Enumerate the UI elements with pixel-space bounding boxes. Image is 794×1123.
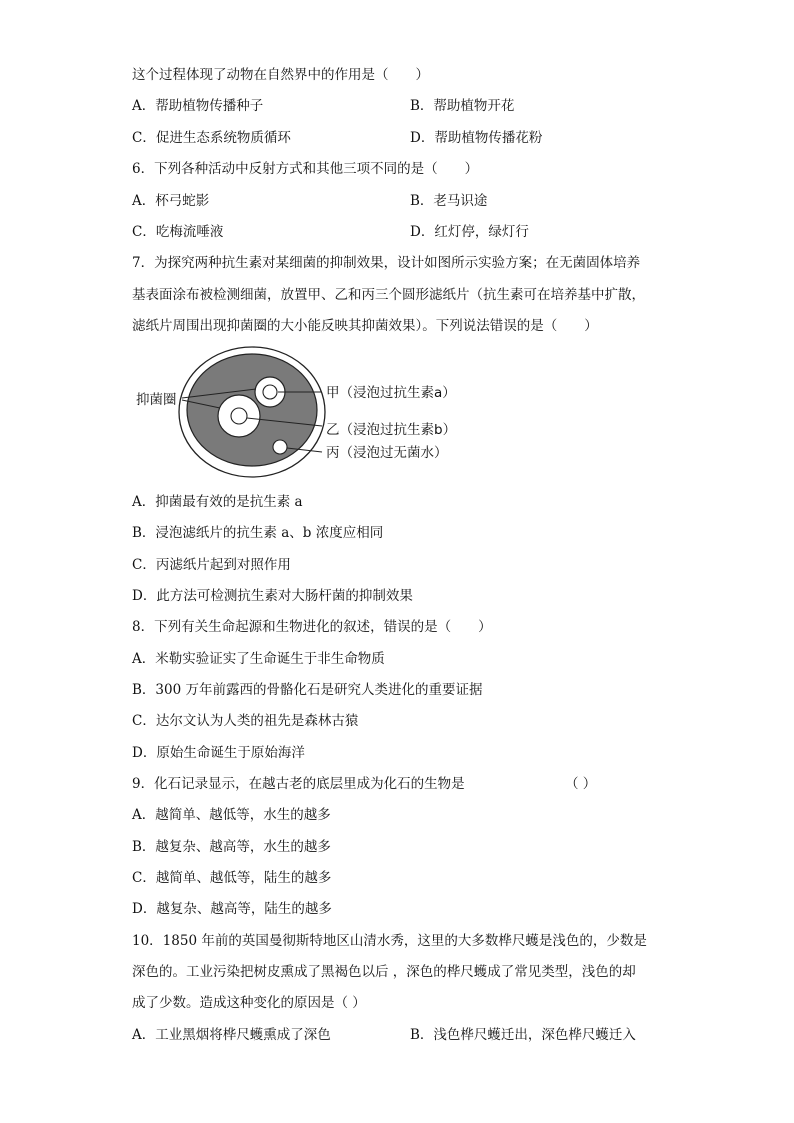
q10-stem-line-2: 深色的。工业污染把树皮熏成了黑褐色以后 ，深色的桦尺蠖成了常见类型，浅色的却 [132, 964, 636, 980]
filter-disk-bing [273, 440, 287, 454]
q6-option-b: B．老马识途 [410, 193, 488, 209]
filter-disk-jia [263, 385, 277, 399]
q7-stem-line-2: 基表面涂布被检测细菌，放置甲、乙和丙三个圆形滤纸片（抗生素可在培养基中扩散， [132, 287, 645, 303]
q7-option-b: B．浸泡滤纸片的抗生素 a、b 浓度应相同 [132, 525, 384, 541]
q5-option-c: C．促进生态系统物质循环 [132, 130, 291, 146]
q8-option-a: A．米勒实验证实了生命诞生于非生命物质 [132, 651, 385, 667]
q7-option-a: A．抑菌最有效的是抗生素 a [132, 494, 303, 510]
q5-option-b: B．帮助植物开花 [410, 98, 515, 114]
q8-option-b: B．300 万年前露西的骨骼化石是研究人类进化的重要证据 [132, 682, 483, 698]
q9-stem: 9．化石记录显示，在越古老的底层里成为化石的生物是 [132, 776, 465, 792]
label-yi: 乙（浸泡过抗生素b） [326, 422, 457, 438]
q9-answer-bracket: （ ） [565, 776, 597, 792]
q5-option-a: A．帮助植物传播种子 [132, 98, 264, 114]
q9-option-d: D．越复杂、越高等，陆生的越多 [132, 901, 332, 917]
label-bing: 丙（浸泡过无菌水） [326, 445, 448, 461]
label-jia: 甲（浸泡过抗生素a） [326, 385, 456, 401]
q10-option-a: A．工业黑烟将桦尺蠖熏成了深色 [132, 1027, 331, 1043]
q7-option-c: C．丙滤纸片起到对照作用 [132, 557, 291, 573]
q9-option-b: B．越复杂、越高等，水生的越多 [132, 839, 331, 855]
q5-stem-tail: 这个过程体现了动物在自然界中的作用是（ ） [132, 67, 429, 83]
q7-stem-line-3: 滤纸片周围出现抑菌圈的大小能反映其抑菌效果）。下列说法错误的是（ ） [132, 318, 598, 334]
q8-option-d: D．原始生命诞生于原始海洋 [132, 745, 305, 761]
q8-option-c: C．达尔文认为人类的祖先是森林古猿 [132, 713, 359, 729]
q7-stem-line-1: 7．为探究两种抗生素对某细菌的抑制效果，设计如图所示实验方案；在无菌固体培养 [132, 255, 641, 271]
q9-option-c: C．越简单、越低等，陆生的越多 [132, 870, 332, 886]
label-inhibition-zone: 抑菌圈 [136, 392, 177, 408]
filter-disk-yi [231, 408, 247, 424]
q10-stem-line-1: 10．1850 年前的英国曼彻斯特地区山清水秀，这里的大多数桦尺蠖是浅色的，少数是 [132, 933, 647, 949]
q6-option-a: A．杯弓蛇影 [132, 193, 210, 209]
q10-option-b: B．浅色桦尺蠖迁出，深色桦尺蠖迁入 [410, 1027, 636, 1043]
q7-option-d: D．此方法可检测抗生素对大肠杆菌的抑制效果 [132, 588, 413, 604]
petri-dish-diagram [130, 350, 530, 490]
q6-stem: 6．下列各种活动中反射方式和其他三项不同的是（ ） [132, 161, 479, 177]
q6-option-c: C．吃梅流唾液 [132, 224, 224, 240]
q8-stem: 8．下列有关生命起源和生物进化的叙述，错误的是（ ） [132, 619, 492, 635]
q9-option-a: A．越简单、越低等，水生的越多 [132, 807, 331, 823]
q6-option-d: D．红灯停，绿灯行 [410, 224, 529, 240]
q10-stem-line-3: 成了少数。造成这种变化的原因是（ ） [132, 995, 366, 1011]
q5-option-d: D．帮助植物传播花粉 [410, 130, 543, 146]
petri-dish-figure [130, 350, 530, 490]
